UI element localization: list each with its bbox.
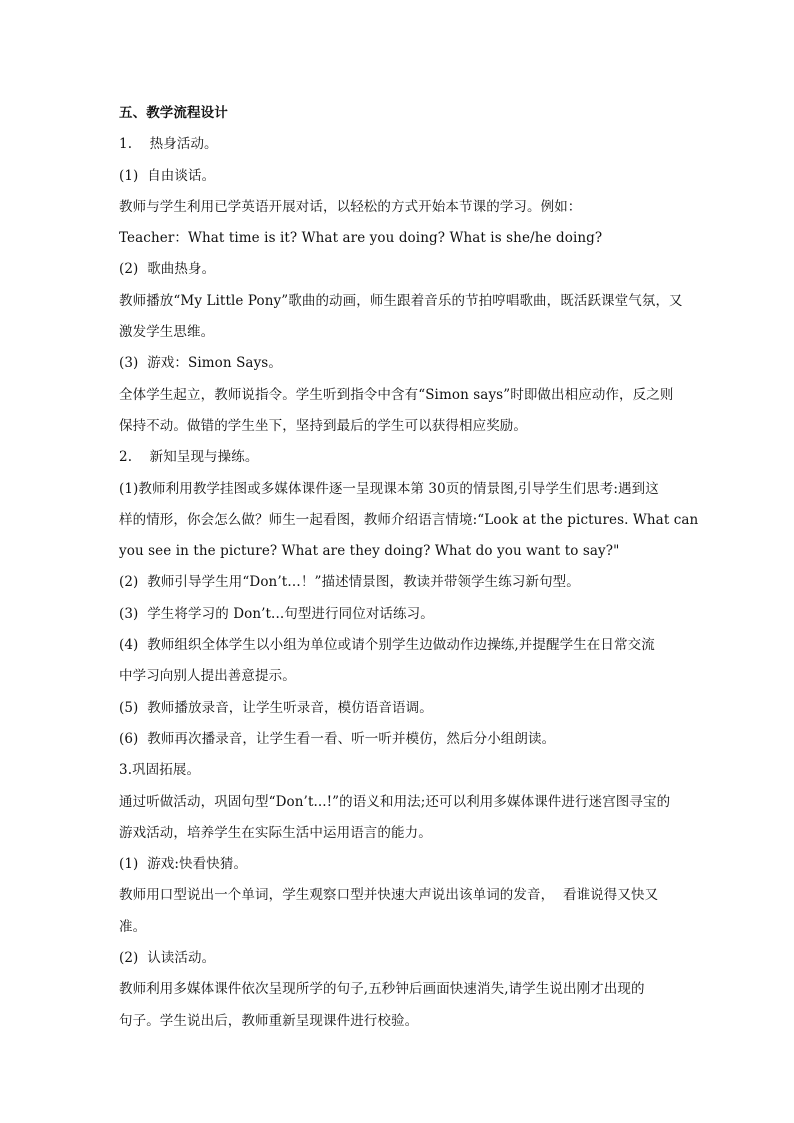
body-text-line: 中学习向别人提出善意提示。	[119, 668, 296, 685]
step-1-3-title: (3) 游戏：Simon Says。	[119, 355, 282, 372]
step-1-title: 1. 热身活动。	[119, 136, 218, 153]
body-text-line: 保持不动。做错的学生坐下，坚持到最后的学生可以获得相应奖励。	[119, 417, 527, 434]
body-text-line: 教师用口型说出一个单词，学生观察口型并快速大声说出该单词的发音， 看谁说得又快又	[119, 887, 659, 904]
step-3-title: 3.巩固拓展。	[119, 762, 201, 779]
step-1-2-title: (2) 歌曲热身。	[119, 261, 216, 278]
body-text-line: 通过听做活动，巩固句型“Don’t...!”的语义和用法;还可以利用多媒体课件进行迷宫图寻宝的	[119, 793, 671, 810]
body-text-line: 全体学生起立，教师说指令。学生听到指令中含有“Simon says”时即做出相应动作，反之则	[119, 386, 674, 403]
step-3-2-title: (2) 认读活动。	[119, 950, 216, 967]
body-text-line: (2) 教师引导学生用“Don’t…！”描述情景图，教读并带领学生练习新句型。	[119, 574, 580, 591]
body-text-line: (6) 教师再次播录音，让学生看一看、听一听并模仿，然后分小组朗读。	[119, 730, 556, 747]
body-text-line: 样的情形，你会怎么做？师生一起看图，教师介绍语言情境:“Look at the pictures. What can	[119, 511, 699, 528]
section-heading: 五、教学流程设计	[119, 105, 228, 121]
body-text-line: (1)教师利用教学挂图或多媒体课件逐一呈现课本第 30页的情景图,引导学生们思考:遇到这	[119, 480, 659, 497]
body-text-line: 教师播放“My Little Pony”歌曲的动画，师生跟着音乐的节拍哼唱歌曲，既活跃课堂气氛，又	[119, 292, 683, 309]
body-text-line: 句子。学生说出后，教师重新呈现课件进行校验。	[119, 1012, 419, 1029]
document-page	[119, 98, 699, 1037]
body-text-line: 教师与学生利用已学英语开展对话，以轻松的方式开始本节课的学习。例如：	[119, 198, 582, 215]
body-text-line: (5) 教师播放录音，让学生听录音，模仿语音语调。	[119, 699, 433, 716]
body-text-line: Teacher：What time is it? What are you doing? What is she/he doing?	[119, 230, 603, 247]
step-1-1-title: (1) 自由谈话。	[119, 167, 216, 184]
body-text-line: 准。	[119, 918, 147, 935]
body-text-line: 激发学生思维。	[119, 324, 215, 341]
body-text-line: you see in the picture? What are they doing? What do you want to say?"	[119, 543, 620, 560]
body-text-line: (3) 学生将学习的 Don’t...句型进行同位对话练习。	[119, 605, 434, 622]
step-2-title: 2. 新知呈现与操练。	[119, 449, 259, 466]
body-text-line: 教师利用多媒体课件依次呈现所学的句子,五秒钟后画面快速消失,请学生说出刚才出现的	[119, 981, 645, 998]
step-3-1-title: (1) 游戏:快看快猜。	[119, 856, 248, 873]
body-text-line: 游戏活动，培养学生在实际生活中运用语言的能力。	[119, 824, 432, 841]
body-text-line: (4) 教师组织全体学生以小组为单位或请个别学生边做动作边操练,并提醒学生在日常交流	[119, 637, 655, 654]
